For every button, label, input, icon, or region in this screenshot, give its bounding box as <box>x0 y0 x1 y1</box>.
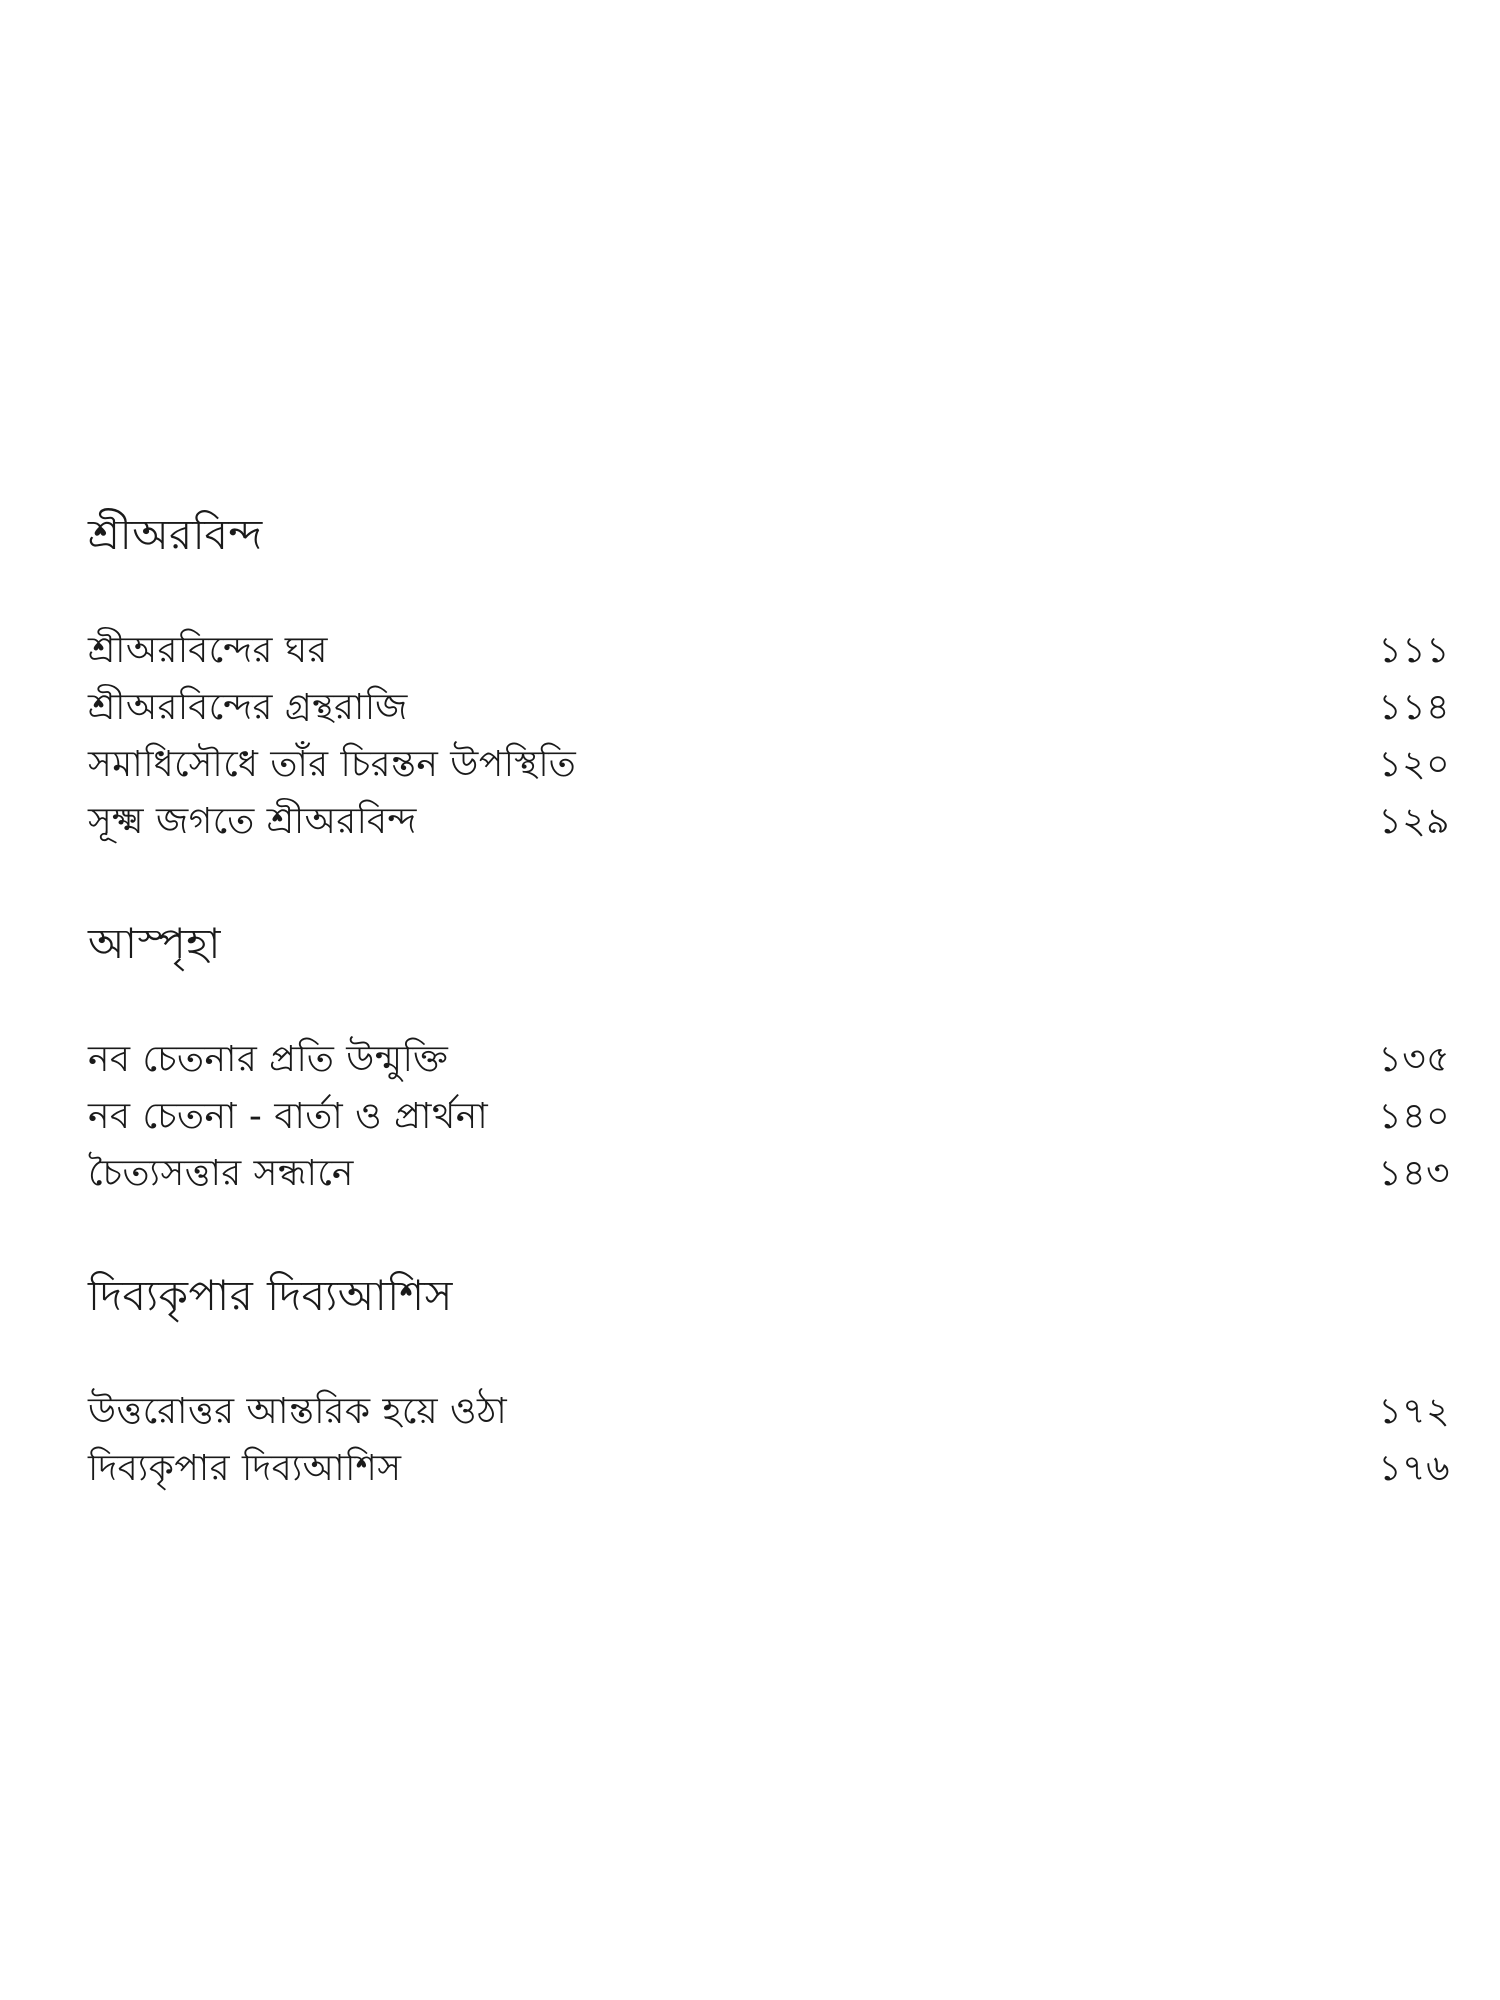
table-of-contents <box>88 505 1450 1497</box>
entry-title: সূক্ষ্ম জগতে শ্রীঅরবিন্দ <box>88 801 417 842</box>
toc-entry <box>88 1031 1450 1088</box>
entry-page-number: ১৪৩ <box>1378 1153 1450 1194</box>
toc-entry <box>88 1145 1450 1202</box>
entry-list <box>88 1383 1450 1497</box>
entry-title: শ্রীঅরবিন্দের ঘর <box>88 630 328 671</box>
entry-list <box>88 622 1450 850</box>
toc-entry <box>88 793 1450 850</box>
entry-page-number: ১১৪ <box>1378 687 1450 728</box>
entry-title: উত্তরোত্তর আন্তরিক হয়ে ওঠা <box>88 1391 508 1432</box>
toc-entry <box>88 1440 1450 1497</box>
entry-page-number: ১১১ <box>1378 630 1450 671</box>
section-title: শ্রীঅরবিন্দ <box>88 510 263 559</box>
toc-entry <box>88 1088 1450 1145</box>
toc-entry <box>88 679 1450 736</box>
toc-entry <box>88 736 1450 793</box>
entry-title: নব চেতনার প্রতি উন্মুক্তি <box>88 1039 449 1080</box>
entry-page-number: ১২০ <box>1378 744 1450 785</box>
toc-entry <box>88 622 1450 679</box>
entry-title: সমাধিসৌধে তাঁর চিরন্তন উপস্থিতি <box>88 744 577 785</box>
entry-page-number: ১৪০ <box>1378 1096 1450 1137</box>
entry-title: নব চেতনা - বার্তা ও প্রার্থনা <box>88 1096 489 1137</box>
entry-page-number: ১৩৫ <box>1378 1039 1450 1080</box>
entry-title: শ্রীঅরবিন্দের গ্রন্থরাজি <box>88 687 408 728</box>
toc-section-aspiration <box>88 914 1450 1202</box>
entry-title: দিব্যকৃপার দিব্যআশিস <box>88 1448 402 1489</box>
entry-title: চৈত্যসত্তার সন্ধানে <box>88 1153 354 1194</box>
toc-section-divine-grace <box>88 1266 1450 1497</box>
section-title: আস্পৃহা <box>88 919 221 968</box>
section-title: দিব্যকৃপার দিব্যআশিস <box>88 1271 453 1320</box>
entry-list <box>88 1031 1450 1202</box>
toc-section-sri-aurobindo <box>88 505 1450 850</box>
entry-page-number: ১২৯ <box>1378 801 1450 842</box>
entry-page-number: ১৭৬ <box>1378 1448 1450 1489</box>
toc-entry <box>88 1383 1450 1440</box>
entry-page-number: ১৭২ <box>1378 1391 1450 1432</box>
